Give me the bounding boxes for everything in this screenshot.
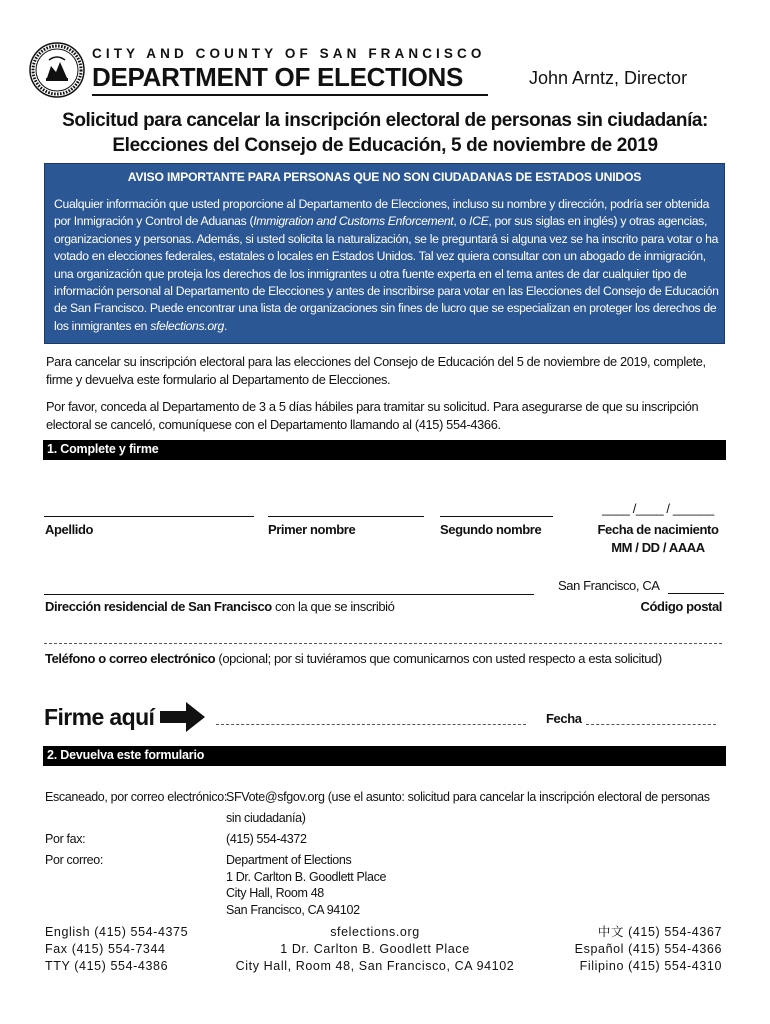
notice-italic-ice-name: Immigration and Customs Enforcement bbox=[253, 214, 454, 229]
footer-left bbox=[45, 924, 188, 975]
primer-nombre-label: Primer nombre bbox=[268, 522, 356, 537]
mail-address-line: Department of Elections bbox=[226, 853, 352, 867]
intro-paragraph-1: Para cancelar su inscripción electoral para las elecciones del Consejo de Educación del 5 de noviembre de 2019, complete, firme y devuelva este formulario al Departamento de Elecciones. bbox=[46, 354, 706, 387]
apellido-label: Apellido bbox=[45, 522, 94, 537]
intro-paragraph-2: Por favor, conceda al Departamento de 3 a 5 días hábiles para tramitar su solicitud. Para asegurarse de que su inscripción electoral se canceló, comuníquese con el Departamento llamando al (415) 554-4366. bbox=[46, 399, 699, 432]
notice-body bbox=[54, 196, 722, 335]
form-title-line-1: Solicitud para cancelar la inscripción electoral de personas sin ciudadanía: bbox=[62, 110, 708, 131]
contact-field[interactable] bbox=[44, 643, 722, 644]
address-field[interactable] bbox=[44, 594, 534, 595]
contact-label-bold: Teléfono o correo electrónico bbox=[45, 651, 216, 666]
apellido-field[interactable] bbox=[44, 516, 254, 517]
footer-filipino-phone: Filipino (415) 554-4310 bbox=[579, 959, 722, 973]
form-title-line-2: Elecciones del Consejo de Educación, 5 de noviembre de 2019 bbox=[112, 135, 658, 156]
address-label-rest: con la que se inscribió bbox=[271, 599, 395, 614]
date-field[interactable] bbox=[586, 724, 716, 725]
city-state-text: San Francisco, CA bbox=[558, 578, 660, 593]
notice-text: . bbox=[224, 318, 228, 333]
notice-text: Cualquier información que usted proporcione al Departamento de Elecciones, incluso su nombre y dirección, podría ser obtenida por Inmigración y Control de Aduanas ( bbox=[54, 197, 710, 229]
footer-website: sfelections.org bbox=[330, 925, 420, 939]
email-method-value-cont: sin ciudadanía) bbox=[226, 811, 306, 825]
mail-address-line: City Hall, Room 48 bbox=[226, 886, 324, 900]
email-method-value: SFVote@sfgov.org (use el asunto: solicitud para cancelar la inscripción electoral de personas bbox=[226, 790, 710, 804]
fax-method-value: (415) 554-4372 bbox=[226, 832, 307, 846]
footer-address-2: City Hall, Room 48, San Francisco, CA 94102 bbox=[235, 959, 515, 973]
footer-english-phone: English (415) 554-4375 bbox=[45, 925, 189, 939]
footer-fax: Fax (415) 554-7344 bbox=[45, 942, 166, 956]
sign-here-label: Firme aquí bbox=[44, 704, 155, 730]
footer-center bbox=[215, 924, 535, 975]
zip-label: Código postal bbox=[640, 599, 722, 614]
zip-field[interactable] bbox=[668, 593, 724, 594]
mail-method-label: Por correo: bbox=[45, 853, 103, 867]
footer-right bbox=[540, 924, 722, 975]
address-label bbox=[45, 599, 395, 614]
section-2-heading: 2. Devuelva este formulario bbox=[47, 748, 205, 762]
address-label-bold: Dirección residencial de San Francisco bbox=[45, 599, 272, 614]
section-1-bar bbox=[43, 440, 726, 460]
notice-link-sfelections[interactable]: sfelections.org bbox=[150, 318, 225, 333]
header-rule bbox=[92, 94, 488, 96]
footer-address-1: 1 Dr. Carlton B. Goodlett Place bbox=[280, 942, 470, 956]
dob-label: Fecha de nacimiento bbox=[597, 522, 719, 537]
important-notice-box bbox=[44, 163, 725, 344]
section-1-heading: 1. Complete y firme bbox=[47, 442, 159, 456]
dob-format: MM / DD / AAAA bbox=[611, 540, 705, 555]
segundo-nombre-label: Segundo nombre bbox=[440, 522, 542, 537]
contact-label-rest: (opcional; por si tuviéramos que comunicarnos con usted respecto a esta solicitud) bbox=[215, 651, 662, 666]
section-2-bar bbox=[43, 746, 726, 766]
date-label: Fecha bbox=[546, 711, 582, 726]
notice-heading: AVISO IMPORTANTE PARA PERSONAS QUE NO SON CIUDADANAS DE ESTADOS UNIDOS bbox=[127, 170, 642, 184]
mail-address-line: 1 Dr. Carlton B. Goodlett Place bbox=[226, 870, 387, 884]
segundo-nombre-field[interactable] bbox=[440, 516, 553, 517]
fax-method-label: Por fax: bbox=[45, 832, 86, 846]
notice-italic-ice: ICE bbox=[469, 214, 489, 229]
email-method-label: Escaneado, por correo electrónico: bbox=[45, 790, 227, 804]
dob-field[interactable]: ____ /____ / ______ bbox=[602, 501, 714, 516]
contact-label bbox=[45, 651, 662, 666]
primer-nombre-field[interactable] bbox=[268, 516, 424, 517]
signature-field[interactable] bbox=[216, 724, 526, 725]
director-name: John Arntz, Director bbox=[529, 68, 688, 88]
arrow-right-icon bbox=[160, 702, 205, 732]
mail-address-line: San Francisco, CA 94102 bbox=[226, 903, 360, 917]
city-seal-logo bbox=[29, 42, 85, 98]
notice-text: , por sus siglas en inglés) y otras agencias, organizaciones y personas. Además, si usted solicita la naturalización, se le preguntará si alguna vez se ha inscrito para votar o ha votado en elecciones federales, estatales o locales en Estados Unidos. Tal vez quiera consultar con un abogado de inmigración, una organización que proteja los derechos de los inmigrantes u otra fuente experta en el tema antes de dar cualquier tipo de información personal al Departamento de Elecciones y antes de inscribirse para votar en las Elecciones del Consejo de Educación de San Francisco. Puede encontrar una lista de organizaciones sin fines de lucro que se especializan en proteger los derechos de los inmigrantes en bbox=[54, 214, 719, 333]
footer-tty: TTY (415) 554-4386 bbox=[45, 959, 169, 973]
city-county-heading: CITY AND COUNTY OF SAN FRANCISCO bbox=[92, 46, 486, 61]
department-heading: DEPARTMENT OF ELECTIONS bbox=[92, 62, 464, 92]
footer-spanish-phone: Español (415) 554-4366 bbox=[574, 942, 722, 956]
notice-text: , o bbox=[453, 214, 470, 229]
footer-chinese-phone: 中文 (415) 554-4367 bbox=[597, 925, 722, 939]
